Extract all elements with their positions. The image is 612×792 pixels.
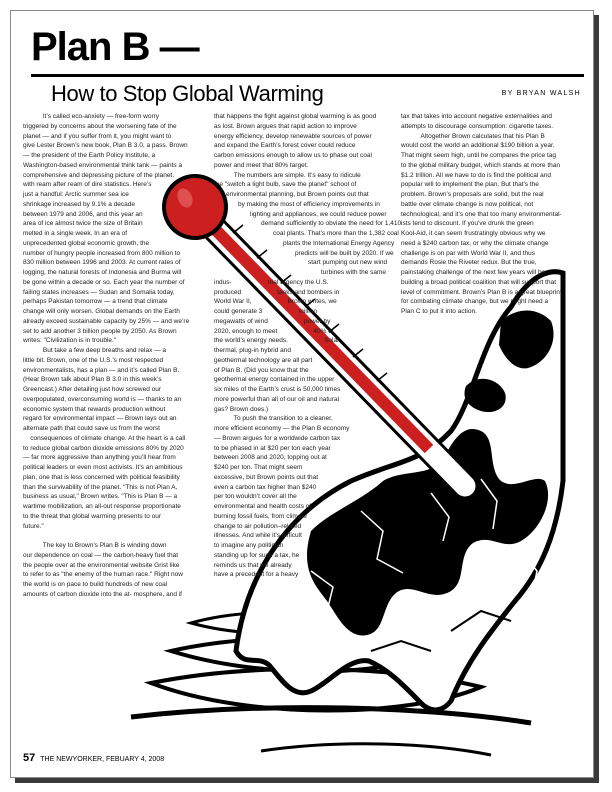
text-line: power and meet that 80% target.: [214, 161, 309, 169]
text-line: Washington-based environmental think tank — paints a: [23, 161, 183, 169]
text-line: environmental and health costs of: [214, 503, 312, 510]
text-line: Greencast.) After detailing just how screwed our: [23, 386, 162, 393]
text-line: comprehensive and depressing picture of the planet,: [23, 171, 175, 179]
text-line: number of hungry people increased from 800 million to: [23, 249, 181, 257]
text-line: start pumping out new wind: [308, 259, 388, 267]
text-line: attempts to discourage consumption: cigarette taxes.: [401, 122, 554, 130]
text-line: 830 million between 1996 and 2003. At current rates of: [23, 259, 181, 267]
text-line: plan, one that is less concerned with political feasibility: [23, 473, 180, 481]
magazine-page: [10, 10, 594, 778]
text-line: thermal, plug-in hybrid and: [214, 347, 291, 354]
text-line: building a broad political coalition that will support that: [401, 278, 557, 286]
text-line: business as usual," Brown writes. "This is Plan B — a: [23, 493, 178, 501]
text-line: predicts will be built by 2020. If we: [295, 249, 394, 257]
text-line: need a $240 carbon tax, or why the climate change: [401, 239, 549, 247]
text-line: as lost. Brown argues that rapid action to improve: [214, 122, 357, 130]
text-line: could generate 3 million: [214, 308, 317, 315]
text-line: geothermal technology are all part: [214, 356, 313, 364]
text-line: even a carbon tax higher than $240: [214, 483, 317, 491]
text-line: geothermal energy contained in the upper: [214, 376, 335, 384]
text-line: the "switch a light bulb, save the planet" school of: [214, 181, 357, 189]
text-line: triggered by concerns about the worsening fate of the: [23, 122, 177, 130]
text-line: per ton wouldn’t cover all the: [214, 493, 297, 501]
text-line: It’s called eco-anxiety — free-form worry: [23, 113, 160, 120]
text-line: the world’s energy needs. Solar: [214, 337, 340, 345]
text-line: of Plan B. (Did you know that the: [214, 366, 309, 374]
text-line: future.": [23, 522, 44, 530]
text-line: failing states increases — Sudan and Somalia today,: [23, 288, 175, 296]
text-line: burning fossil fuels, from climate: [214, 512, 307, 520]
byline: BY BRYAN WALSH: [501, 90, 581, 97]
text-line: and expand the Earth’s forest cover could reduce: [214, 142, 356, 150]
text-line: — the president of the Earth Policy Institute, a: [23, 152, 156, 159]
text-line: to the threat that global warming presents to our: [23, 512, 162, 520]
text-line: wartime mobilization, an all-out response proportionate: [23, 503, 181, 510]
text-line: tax that takes into account negative externalities and: [401, 113, 553, 120]
text-line: painstaking challenge of the next few years will be: [401, 269, 546, 276]
text-line: change will only worsen. Global demands on the Earth: [23, 308, 180, 315]
text-line: melted in a single week. In an era of: [23, 230, 128, 237]
title-rule: [31, 74, 584, 77]
text-line: turbines with the same: [321, 269, 387, 276]
text-line: demand sufficiently to obviate the need for 1,410: [261, 220, 402, 228]
text-line: The numbers are simple. It’s easy to ridicule: [214, 171, 361, 179]
text-line: consequences of climate change. At the heart is a call: [23, 434, 186, 442]
text-line: political leaders or even most activists. It’s an ambitious: [23, 464, 183, 471]
text-line: Kool-Aid, it can seem frustratingly obvious why we: [401, 230, 546, 237]
publication-info: THE NEWYORKER, FEBUARY 4, 2008: [40, 756, 165, 763]
page-footer: [23, 752, 164, 764]
text-line: writes: "Civilization is in trouble.": [23, 337, 117, 345]
text-line: ists tend to discount. If you’ve drunk the green: [401, 220, 534, 228]
text-line: The key to Brown’s Plan B is winding down: [23, 542, 167, 549]
text-line: just a handful: Arctic summer sea ice: [23, 191, 129, 198]
text-line: $240 per ton. That might seem: [214, 464, 303, 471]
text-line: amounts of carbon dioxide into the at- mosphere, and if: [23, 590, 182, 598]
article-subtitle: How to Stop Global Warming: [51, 81, 324, 106]
text-line: to reduce global carbon dioxide emissions 80% by 2020: [23, 444, 184, 452]
text-line: level of commitment. Brown’s Plan B is a great blueprint: [401, 288, 562, 296]
text-line: energy efficiency, develop renewable sources of power: [214, 132, 372, 140]
text-line: more efficient economy — the Plan B economy: [214, 425, 350, 432]
text-line: that happens the fight against global warming is as good: [214, 113, 377, 120]
text-line: would cost the world an additional $190 billion a year.: [401, 142, 555, 150]
text-line: coal plants. That’s more than the 1,382 coal: [273, 230, 399, 237]
text-line: standing up for such a tax, he: [214, 551, 300, 559]
text-line: the people over at the environmental website Grist like: [23, 561, 180, 569]
text-line: to refer to as "the enemy of the human race." Right now: [23, 571, 183, 579]
text-line: popular will to implement the plan. But that’s the: [401, 181, 539, 189]
text-line: for combating climate change, but we might need a: [401, 298, 549, 306]
text-line: battle over climate change is now political, not: [401, 200, 534, 208]
text-line: technological, and it’s one that too many environmental-: [401, 210, 562, 218]
text-line: challenge is on par with World War II, and thus: [401, 249, 536, 257]
text-line: shrinkage increased by 9.1% a decade: [23, 200, 136, 208]
text-line: area of ice almost twice the size of Britain: [23, 220, 143, 228]
text-line: To push the transition to a cleaner,: [214, 415, 333, 423]
text-line: economic system that rewards production without: [23, 405, 166, 413]
text-line: World War II, Brown writes, we: [214, 298, 337, 306]
text-line: regard for environmental impact — Brown lays out an: [23, 415, 177, 423]
text-line: change to air pollution–related: [214, 522, 302, 530]
text-line: excessive, but Brown points out that: [214, 473, 319, 481]
text-line: with ream after ream of dire statistics. Here’s: [23, 181, 152, 189]
text-line: the world is on pace to build hundreds of new coal: [23, 581, 168, 588]
text-line: illnesses. And while it’s difficult: [214, 532, 302, 540]
text-line: environmentalists, has a plan — and it’s called Plan B.: [23, 366, 180, 374]
text-line: megawatts of wind power by: [214, 317, 331, 325]
text-line: alternate path that could save us from the worst: [23, 425, 160, 432]
text-line: produced tanks and bombers in: [214, 288, 340, 296]
text-line: plants the International Energy Agency: [283, 239, 395, 247]
text-line: — Brown argues for a worldwide carbon tax: [214, 434, 341, 442]
text-line: have a precedent for a heavy: [214, 571, 299, 579]
text-line: indus- trial urgency the U.S.: [214, 278, 329, 286]
text-line: planet — and if you suffer from it, you might want to: [23, 132, 172, 140]
text-line: overpopulated, overconsuming world is — thanks to an: [23, 395, 182, 403]
article-title: Plan B —: [31, 25, 199, 69]
text-line: between 1979 and 2006, and this year an: [23, 210, 143, 218]
text-line: to imagine any politician: [214, 542, 284, 549]
text-line: between 2008 and 2020, topping out at: [214, 454, 327, 462]
text-line: our dependence on coal — the carbon-heavy fuel that: [23, 551, 179, 559]
text-line: logging, the natural forests of Indonesia and Burma will: [23, 269, 182, 276]
text-line: lighting and appliances, we could reduce power: [250, 210, 387, 218]
text-line: be gone within a decade or so. Each year the number of: [23, 278, 185, 286]
text-line: by making the most of efficiency improvements in: [238, 200, 380, 208]
text-line: environmental planning, but Brown points out that: [226, 191, 369, 198]
text-line: set to add another 3 billion people by 2050. As Brown: [23, 327, 177, 335]
text-line: more powerful than all of our oil and natural: [214, 395, 340, 403]
text-line: Plan C to put it into action.: [401, 308, 477, 315]
text-line: six miles of the Earth’s crust is 50,000 times: [214, 386, 341, 393]
text-line: carbon emissions enough to allow us to phase out coal: [214, 152, 372, 159]
text-line: to the global military budget, which stands at more than: [401, 161, 560, 169]
text-line: to be phased in at $20 per ton each year: [214, 444, 331, 452]
text-line: 2020, enough to meet 40% of: [214, 327, 334, 335]
text-line: demands Rosie the Riveter redux. But the true,: [401, 259, 537, 267]
text-line: But take a few deep breaths and relax — a: [23, 347, 167, 354]
text-line: That might seem high, until he compares the price tag: [401, 152, 556, 159]
text-line: little bit. Brown, one of the U.S.’s most respected: [23, 356, 164, 364]
text-line: reminds us that we already: [214, 561, 292, 569]
text-line: — far more aggressive than anything you’ll hear from: [23, 454, 176, 462]
text-line: already exceed sustainable capacity by 25% — and we’re: [23, 317, 190, 325]
text-line: Altogether Brown calculates that his Plan B: [401, 132, 545, 140]
text-line: unprecedented global economic growth, the: [23, 239, 150, 247]
text-line: problem. Brown’s proposals are solid, but the real: [401, 191, 544, 198]
text-line: perhaps Pakistan tomorrow — a trend that climate: [23, 298, 168, 306]
page-number: 57: [23, 752, 36, 764]
text-line: gas? Brown does.): [214, 405, 269, 413]
text-line: than the survivability of the planet. "This is not Plan A,: [23, 483, 178, 491]
text-line: (Hear Brown talk about Plan B 3.0 in this week’s: [23, 376, 162, 384]
text-line: $1.2 trillion. All we have to do is find the political and: [401, 171, 551, 179]
text-line: give Lester Brown’s new book, Plan B 3.0, a pass. Brown: [23, 142, 188, 150]
